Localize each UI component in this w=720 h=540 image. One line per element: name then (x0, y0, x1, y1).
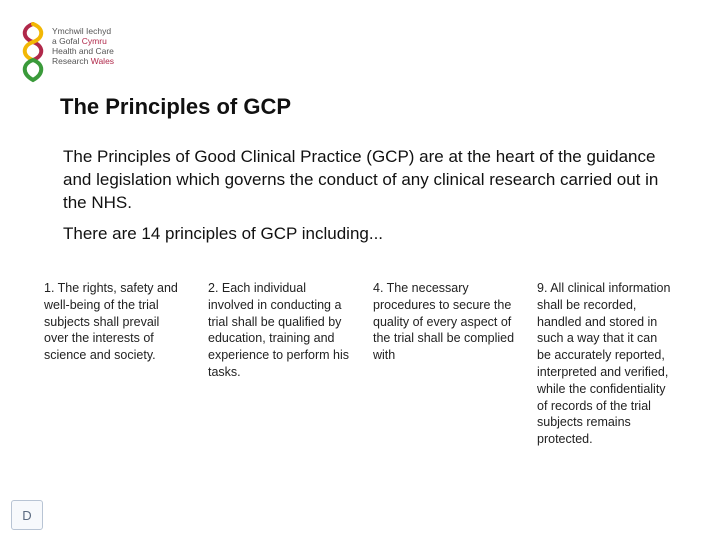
principle-1: 1. The rights, safety and well-being of the trial subjects shall prevail over the interests of science and society. (44, 281, 178, 363)
principle-9: 9. All clinical information shall be recorded, handled and stored in such a way that it can be accurately reported, interpreted and verified, while the confidentiality of records of the trial subjects remains protected. (537, 281, 671, 447)
logo-line-2: a Gofal Cymru (52, 36, 107, 46)
logo-wordmark (52, 26, 114, 66)
intro-paragraph: The Principles of Good Clinical Practice (GCP) are at the heart of the guidance and legislation which governs the conduct of any clinical research carried out in the NHS. (63, 147, 659, 212)
slide-title: The Principles of GCP (60, 94, 292, 119)
logo-line-1: Ymchwil Iechyd (52, 26, 112, 36)
intro-summary: There are 14 principles of GCP including... (63, 224, 384, 243)
logo (18, 22, 128, 84)
logo-line-4: Research Wales (52, 56, 115, 66)
logo-line-3: Health and Care (52, 46, 114, 56)
principle-4: 4. The necessary procedures to secure the quality of every aspect of the trial shall be complied with (373, 281, 515, 363)
slide-nav-button[interactable]: D (11, 500, 43, 530)
principle-2: 2. Each individual involved in conducting a trial shall be qualified by education, training and experience to perform his tasks. (208, 281, 350, 379)
knot-logo-icon (18, 22, 48, 84)
